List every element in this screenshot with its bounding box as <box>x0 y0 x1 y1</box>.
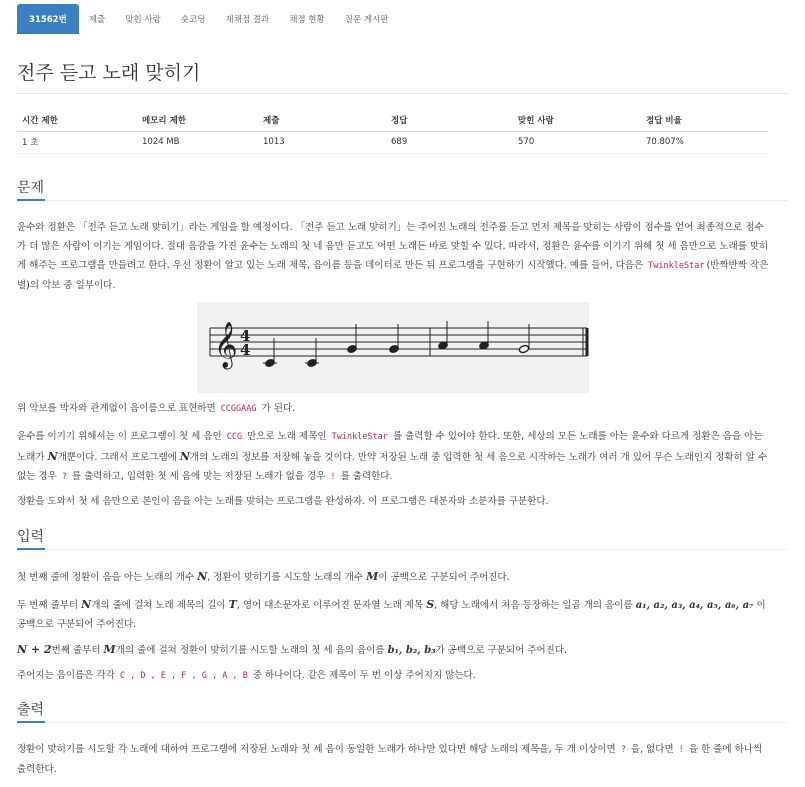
tab-rejudge-result[interactable]: 재채점 결과 <box>225 15 270 25</box>
sheet-music-image <box>197 302 589 393</box>
math-variable: N <box>81 598 92 611</box>
statement-text: 개뿐이다. 그래서 프로그램에 <box>57 452 177 463</box>
math-variable: N <box>197 570 208 583</box>
table-cell: 70.807% <box>641 131 768 153</box>
tab-problem-number[interactable]: 31562번 <box>17 4 79 34</box>
input-paragraph <box>17 640 769 660</box>
inline-code: ? <box>620 745 626 755</box>
section-title: 입력 <box>17 529 45 545</box>
math-variable: M <box>366 570 379 583</box>
section-heading-input <box>17 526 788 546</box>
statement-text: 를 출력하고, 입력한 첫 세 음에 맞는 저장된 노래가 없을 경우 <box>71 471 326 482</box>
math-expression: N + 2 <box>17 643 52 656</box>
table-cell: 1013 <box>258 131 386 153</box>
table-header-row <box>17 109 768 131</box>
inline-code: TwinkleStar <box>648 261 705 271</box>
tab-solvers[interactable]: 맞힌 사람 <box>125 15 161 25</box>
input-text: 첫 번째 줄에 정환이 음을 아는 노래의 개수 <box>17 572 195 583</box>
table-header-cell: 시간 제한 <box>17 109 137 131</box>
statement-text: 만으로 노래 제목인 <box>247 431 327 442</box>
input-text: 중 하나이다. 같은 제목이 두 번 이상 주어지지 않는다. <box>252 670 476 681</box>
table-header-cell: 정답 비율 <box>641 109 768 131</box>
section-accent-bar <box>17 199 45 201</box>
inline-code: ! <box>330 472 336 482</box>
input-paragraph <box>17 666 769 686</box>
input-text: , 영어 대소문자로 이루어진 문자열 노래 제목 <box>236 600 424 611</box>
inline-code: CCGGAAG <box>220 404 257 414</box>
tab-short-coding[interactable]: 숏코딩 <box>180 15 206 25</box>
table-header-cell: 메모리 제한 <box>137 109 258 131</box>
math-variable: M <box>103 643 116 656</box>
output-text: 정환이 맞히기를 시도할 각 노래에 대하여 프로그램에 저장된 노래와 첫 세 음이 동일한 노래가 하나만 있다면 해당 노래의 제목을, 두 개 이상이면 <box>17 744 616 755</box>
inline-code: CCG <box>226 432 243 442</box>
section-accent-bar <box>17 721 45 723</box>
problem-nav-tabs <box>17 4 788 34</box>
output-text: 을, 없다면 <box>630 744 674 755</box>
math-variable: N <box>47 450 58 463</box>
input-text: 가 공백으로 구분되어 주어진다. <box>435 645 567 656</box>
section-divider <box>17 722 788 723</box>
tab-judge-status[interactable]: 채점 현황 <box>289 15 325 25</box>
input-text: , 해당 노래에서 처음 등장하는 일곱 개의 음이름 <box>434 600 633 611</box>
statement-text: 를 출력할 수 있어야 한다. 또한, 세상의 모든 노래를 아는 윤수와 다르게 정환은 음을 아는 노래가 <box>17 431 763 463</box>
math-expression: b₁, b₂, b₃ <box>387 645 436 656</box>
tab-submit[interactable]: 제출 <box>88 15 106 25</box>
section-heading-problem <box>17 177 788 197</box>
statement-paragraph <box>17 427 769 487</box>
input-paragraph <box>17 595 769 634</box>
input-text: 개의 줄에 걸쳐 노래 제목의 길이 <box>91 600 226 611</box>
table-header-cell: 정답 <box>386 109 513 131</box>
input-text: , 정환이 맞히기를 시도할 노래의 개수 <box>207 572 364 583</box>
title-divider <box>17 93 788 94</box>
table-header-cell: 맞힌 사람 <box>513 109 641 131</box>
page-title: 전주 듣고 노래 맞히기 <box>17 62 201 84</box>
statement-text: 위 악보를 박자와 관계없이 음이름으로 표현하면 <box>17 403 216 414</box>
section-divider <box>17 549 788 550</box>
statement-text: (반짝반짝 작은 별)의 악보 중 일부이다. <box>17 260 769 291</box>
section-accent-bar <box>17 548 45 550</box>
table-cell: 1024 MB <box>137 131 258 153</box>
input-text: 이 공백으로 구분되어 주어진다. <box>17 600 766 630</box>
table-cell: 1 초 <box>17 131 137 153</box>
math-expression: a₁, a₂, a₃, a₄, a₅, a₆, a₇ <box>635 600 754 611</box>
input-text: 개의 줄에 걸쳐 정환이 맞히기를 시도할 노래의 첫 세 음의 음이름 <box>115 645 385 656</box>
math-variable: S <box>426 598 435 611</box>
statement-text: 윤수를 이기기 위해서는 이 프로그램이 첫 세 음인 <box>17 431 222 442</box>
inline-code: ! <box>678 745 684 755</box>
table-cell: 689 <box>386 131 513 153</box>
section-title: 출력 <box>17 702 45 718</box>
inline-code: TwinkleStar <box>331 432 388 442</box>
input-text: 주어지는 음이름은 각각 <box>17 670 115 681</box>
table-row <box>17 131 768 153</box>
output-paragraph <box>17 740 769 779</box>
tab-qna-board[interactable]: 질문 게시판 <box>344 15 389 25</box>
table-cell: 570 <box>513 131 641 153</box>
statement-paragraph: 정환을 도와서 첫 세 음만으로 본인이 음을 아는 노래를 맞히는 프로그램을 완성하자. 이 프로그램은 대분자와 소분자를 구분한다. <box>17 496 549 507</box>
svg-text:4: 4 <box>240 327 251 345</box>
statement-text: 가 된다. <box>261 403 296 414</box>
svg-text:4: 4 <box>240 341 251 359</box>
math-variable: N <box>179 450 190 463</box>
input-text: 이 공백으로 구분되어 주어진다. <box>378 572 510 583</box>
section-divider <box>17 200 788 201</box>
statement-text: 개의 노래의 정보를 저장해 놓을 것이다. 만약 저장된 노래 중 입력한 첫 세 음으로 시작하는 노래가 여러 개 있어 무슨 노래인지 정확히 알 수 없는 경우 <box>17 452 768 482</box>
inline-code: ? <box>61 472 67 482</box>
music-staff-svg <box>197 302 589 393</box>
input-text: 번째 줄부터 <box>51 645 101 656</box>
section-title: 문제 <box>17 180 45 196</box>
input-text: 두 번째 줄부터 <box>17 600 79 611</box>
statement-paragraph <box>17 218 769 295</box>
math-variable: T <box>228 598 237 611</box>
output-text: 을 한 줄에 하나씩 출력한다. <box>17 744 763 775</box>
statement-paragraph <box>17 399 769 419</box>
statement-text: 를 출력한다. <box>340 471 393 482</box>
treble-clef-icon: 𝄞 <box>214 322 238 368</box>
statement-text: 윤수와 정환은 「전주 듣고 노래 맞히기」라는 게임을 할 예정이다. 「전주 듣고 노래 맞히기」는 주어진 노래의 전주를 듣고 먼저 제목을 맞히는 사람이 점수를 얻어 최종적으로 점수가 더 많은 사람이 이기는 게임이다. 절대 음감을 가진 윤수는 노래의 첫 네 음만 듣고도 어떤 노래든 바로 맞힐 수 있다. 따라서, 정환은 윤수를 이기기 위해 첫 세 음만으로 노래를 맞히게 해주는 프로그램을 만들려고 한다. 우선 정환이 알고 있는 노래 제목, 음이름 등을 데이터로 만든 뒤 프로그램을 구현하기 시작했다. 예를 들어, 다음은 <box>17 222 769 271</box>
input-paragraph <box>17 567 769 587</box>
table-header-cell: 제출 <box>258 109 386 131</box>
problem-info-table <box>17 109 768 154</box>
inline-code: C , D , E , F , G , A , B <box>119 671 248 681</box>
section-heading-output <box>17 699 788 719</box>
